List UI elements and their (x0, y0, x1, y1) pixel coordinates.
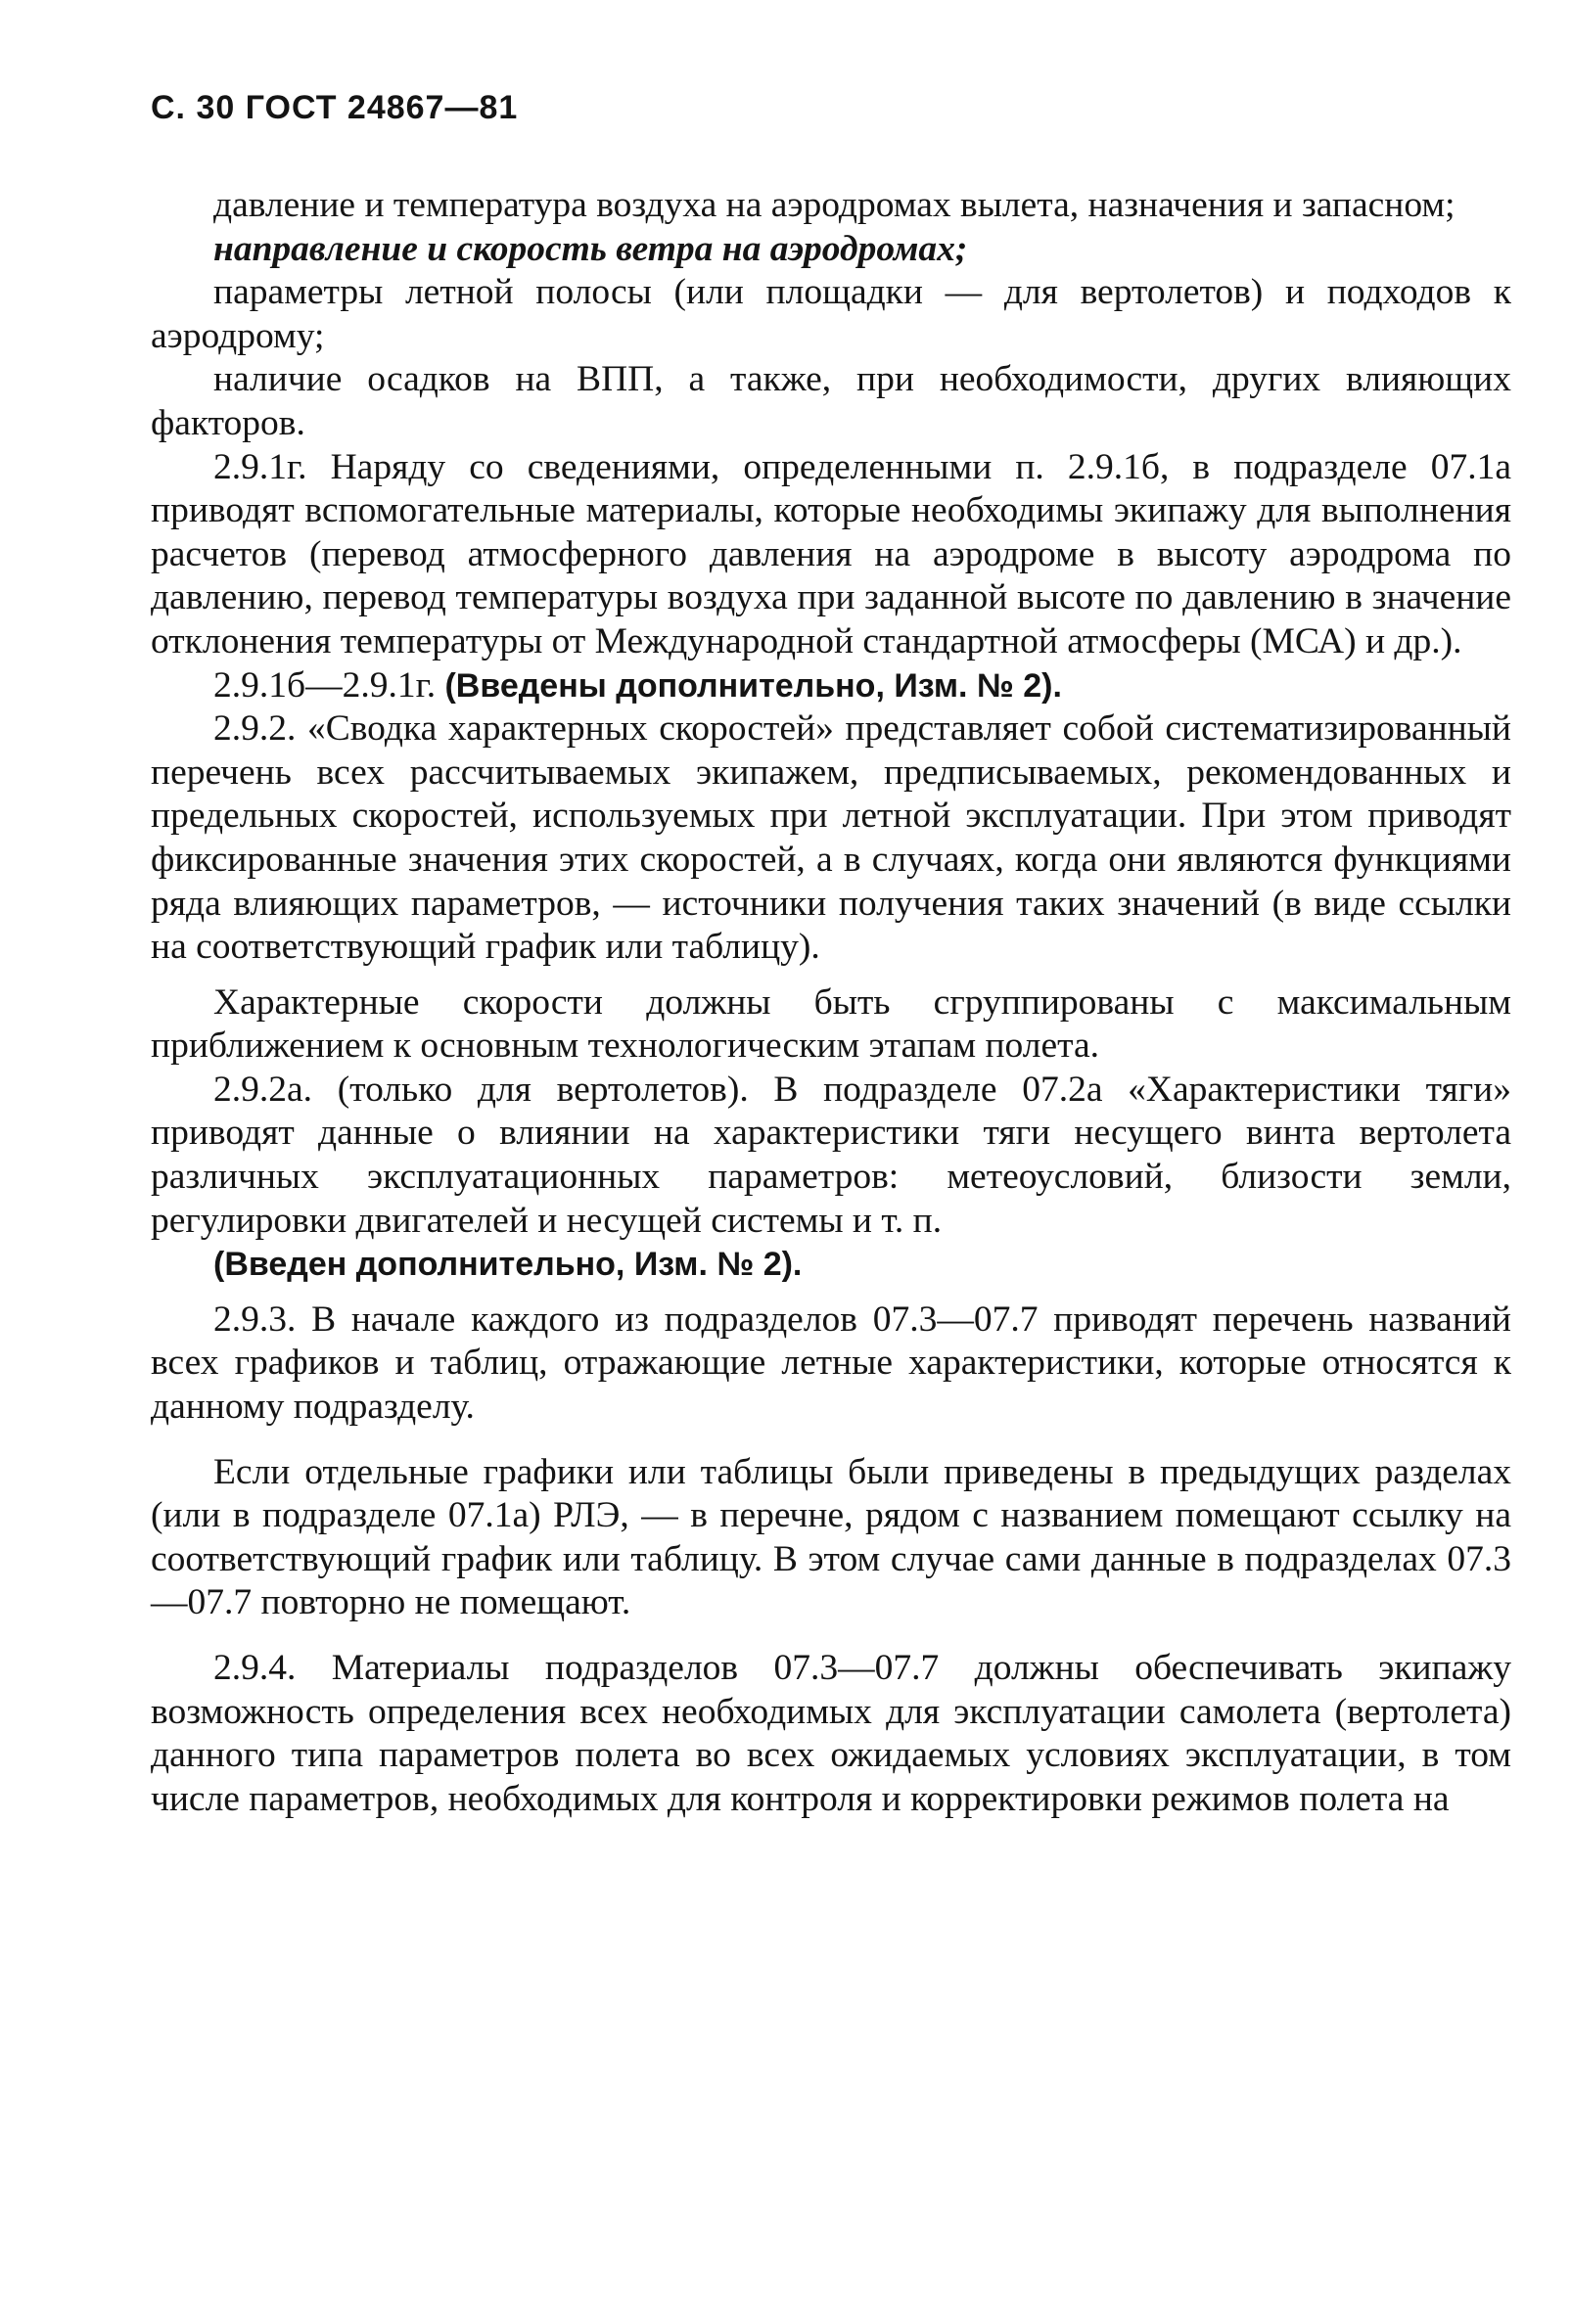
paragraph: давление и температура воздуха на аэродромах вылета, назначения и запасном; (213, 185, 1455, 225)
document-page (151, 86, 1511, 1821)
paragraph: 2.9.2. «Сводка характерных скоростей» представляет собой систематизированный перечень всех рассчитываемых экипажем, предписываемых, рекомендованных и предельных скоростей, используемых при летной эксплуатации. При этом приводят фиксированные значения этих скоростей, а в случаях, когда они являются функциями ряда влияющих параметров, — источники получения таких значений (в виде ссылки на соответствующий график или таблицу). (151, 708, 1511, 968)
paragraph: параметры летной полосы (или площадки — для вертолетов) и подходов к аэродрому; (151, 272, 1511, 356)
paragraph: направление и скорость ветра на аэродромах; (213, 228, 968, 269)
page-header: С. 30 ГОСТ 24867—81 (151, 89, 519, 126)
body-text (151, 184, 1511, 1821)
amendment-note: (Введен дополнительно, Изм. № 2). (213, 1246, 803, 1284)
paragraph: Если отдельные графики или таблицы были приведены в предыдущих разделах (или в подразделе 07.1а) РЛЭ, — в перечне, рядом с названием помещают ссылку на соответствующий график или таблицу. В этом случае сами данные в подразделах 07.3—07.7 повторно не помещают. (151, 1451, 1511, 1623)
amendment-note: (Введены дополнительно, Изм. № 2). (444, 666, 1062, 705)
paragraph: Характерные скорости должны быть сгруппированы с максимальным приближением к основным технологическим этапам полета. (151, 981, 1511, 1067)
paragraph: 2.9.3. В начале каждого из подразделов 07.3—07.7 приводят перечень названий всех графиков и таблиц, отражающие летные характеристики, которые относятся к данному подразделу. (151, 1299, 1511, 1428)
paragraph: 2.9.1б—2.9.1г. (Введены дополнительно, Изм. № 2). (213, 664, 1062, 706)
paragraph: 2.9.1г. Наряду со сведениями, определенными п. 2.9.1б, в подразделе 07.1а приводят вспомогательные материалы, которые необходимы экипажу для выполнения расчетов (перевод атмосферного давления на аэродроме в высоту аэродрома по давлению, перевод температуры воздуха при заданной высоте по давлению в значение отклонения температуры от Международной стандартной атмосферы (МСА) и др.). (151, 446, 1511, 661)
paragraph (151, 1243, 1511, 1287)
paragraph: 2.9.2а. (только для вертолетов). В подразделе 07.2а «Характеристики тяги» приводят данные о влиянии на характеристики тяги несущего винта вертолета различных эксплуатационных параметров: метеоусловий, близости земли, регулировки двигателей и несущей системы и т. п. (151, 1069, 1511, 1241)
paragraph: 2.9.4. Материалы подразделов 07.3—07.7 должны обеспечивать экипажу возможность определения всех необходимых для эксплуатации самолета (вертолета) данного типа параметров полета во всех ожидаемых условиях эксплуатации, в том числе параметров, необходимых для контроля и корректировки режимов полета на (151, 1648, 1511, 1819)
paragraph: наличие осадков на ВПП, а также, при необходимости, других влияющих факторов. (151, 359, 1511, 443)
